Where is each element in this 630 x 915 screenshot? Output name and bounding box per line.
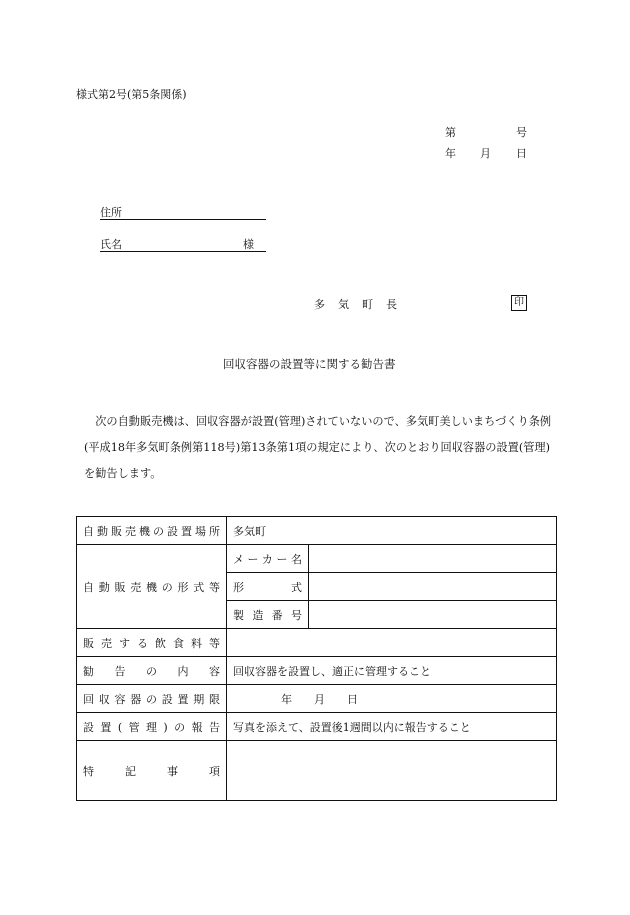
- advice-label: 勧告の内容: [77, 657, 227, 685]
- body-text: 次の自動販売機は、回収容器が設置(管理)されていないので、多気町美しいまちづくり条例(平成18年多気町条例第118号)第13条第1項の規定により、次のとおり回収容器の設置(管理)を勧告します。: [84, 415, 552, 480]
- report-value: 写真を添えて、設置後1週間以内に報告すること: [227, 713, 557, 741]
- address-field: [100, 203, 266, 220]
- table-row: [77, 629, 557, 657]
- doc-number-label: 第: [445, 126, 456, 139]
- type-label: 形式: [227, 573, 309, 601]
- table-row: [77, 741, 557, 801]
- maker-label: メーカー名: [227, 545, 309, 573]
- date-day-label: 日: [516, 147, 527, 160]
- report-label: 設置(管理)の報告: [77, 713, 227, 741]
- recommendation-table: [76, 516, 557, 801]
- serial-label: 製造番号: [227, 601, 309, 629]
- honorific: 様: [243, 238, 254, 251]
- name-label: 氏名: [100, 238, 122, 251]
- advice-value: 回収容器を設置し、適正に管理すること: [227, 657, 557, 685]
- deadline-value: [227, 685, 557, 713]
- document-title: 回収容器の設置等に関する勧告書: [223, 357, 396, 371]
- table-row: [77, 517, 557, 545]
- beverages-value: [227, 629, 557, 657]
- table-row: [77, 545, 557, 573]
- table-row: [77, 713, 557, 741]
- body-paragraph: [84, 409, 554, 487]
- remarks-label: 特記事項: [77, 741, 227, 801]
- table-row: [77, 685, 557, 713]
- deadline-label: 回収容器の設置期限: [77, 685, 227, 713]
- location-label: 自動販売機の設置場所: [77, 517, 227, 545]
- address-label: 住所: [100, 206, 122, 219]
- remarks-value: [227, 741, 557, 801]
- location-value: 多気町: [227, 517, 557, 545]
- date-year-label: 年: [445, 147, 456, 160]
- table-row: [77, 657, 557, 685]
- deadline-year: 年: [281, 692, 292, 706]
- doc-number-suffix: 号: [516, 126, 527, 139]
- deadline-day: 日: [347, 692, 358, 706]
- date-month-label: 月: [480, 147, 491, 160]
- beverages-label: 販売する飲食料等: [77, 629, 227, 657]
- issuer-title: 多気町長: [314, 298, 410, 311]
- serial-value: [309, 601, 557, 629]
- name-field: [100, 235, 266, 252]
- type-value: [309, 573, 557, 601]
- maker-value: [309, 545, 557, 573]
- deadline-month: 月: [314, 692, 325, 706]
- seal-mark: 印: [511, 295, 527, 311]
- model-label: 自動販売機の形式等: [77, 545, 227, 629]
- form-number: 様式第2号(第5条関係): [76, 88, 187, 101]
